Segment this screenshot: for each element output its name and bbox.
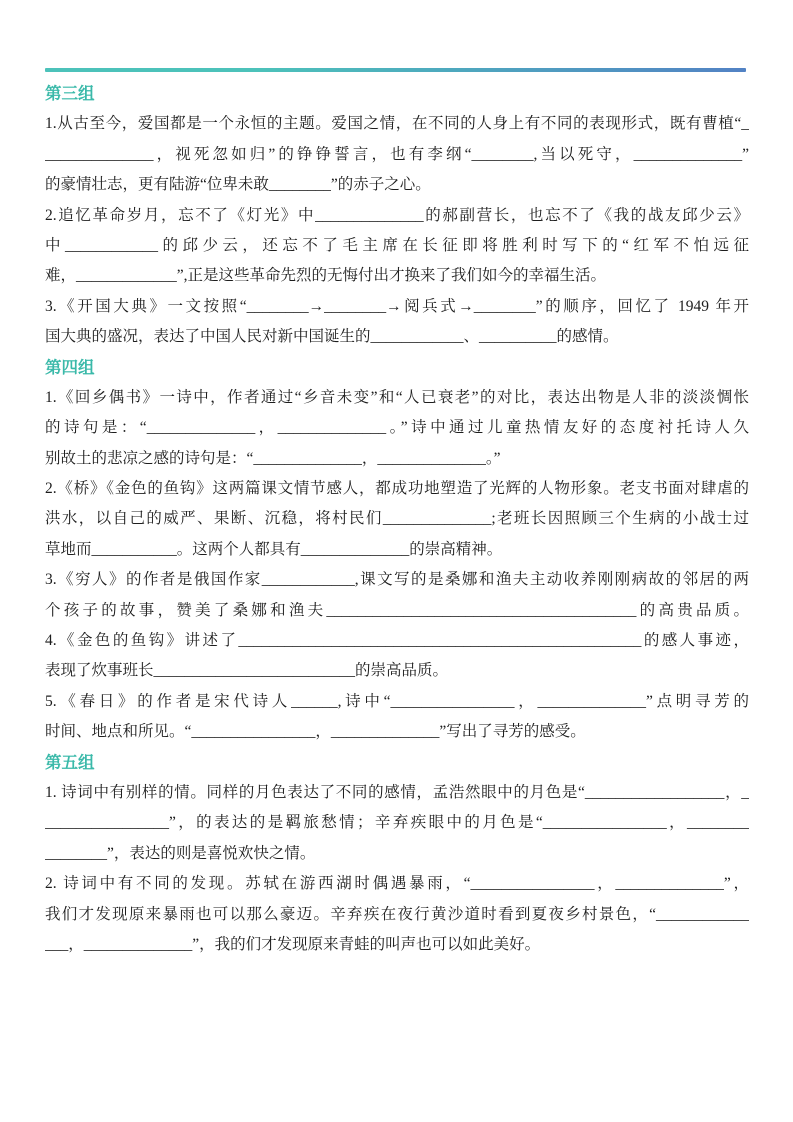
worksheet-content bbox=[45, 79, 749, 960]
text-line: 4.《金色的鱼钩》讲述了____________________________________________________的感人事迹， bbox=[45, 632, 749, 650]
text-line: 我们才发现原来暴雨也可以那么豪迈。辛弃疾在夜行黄沙道时看到夏夜乡村景色，“____________ bbox=[45, 905, 749, 923]
text-line: 洪水，以自己的威严、果断、沉稳，将村民们______________;老班长因照顾三个生病的小战士过 bbox=[45, 510, 749, 528]
text-line: 时间、地点和所见。“________________，______________”写出了寻芳的感受。 bbox=[45, 723, 586, 741]
text-line: ___，______________”，我的们才发现原来青蛙的叫声也可以如此美好。 bbox=[45, 935, 541, 953]
text-line: 个孩子的故事，赞美了桑娜和渔夫________________________________________的高贵品质。 bbox=[45, 601, 749, 619]
group-heading-4: 第四组 bbox=[45, 358, 95, 377]
text-line: 难，_____________”,正是这些革命先烈的无悔付出才换来了我们如今的幸福生活。 bbox=[45, 267, 607, 285]
top-divider-rule bbox=[45, 68, 746, 72]
text-line: 别故土的悲凉之感的诗句是：“______________，______________。” bbox=[45, 449, 501, 467]
text-line: 1.《回乡偶书》一诗中，作者通过“乡音未变”和“人已衰老”的对比，表达出物是人非的淡淡惆怅 bbox=[45, 388, 749, 406]
text-line: 3.《开国大典》一文按照“________→________→阅兵式→________”的顺序，回忆了 1949 年开 bbox=[45, 297, 749, 315]
text-line: 3.《穷人》的作者是俄国作家____________,课文写的是桑娜和渔夫主动收养刚刚病故的邻居的两 bbox=[45, 571, 749, 589]
text-line: 1. 诗词中有别样的情。同样的月色表达了不同的感情，孟浩然眼中的月色是“__________________，_ bbox=[45, 783, 749, 801]
text-line: ________”，表达的则是喜悦欢快之情。 bbox=[45, 844, 316, 862]
text-line: 1.从古至今，爱国都是一个永恒的主题。爱国之情，在不同的人身上有不同的表现形式，既有曹植“_ bbox=[45, 115, 749, 133]
text-line: 草地而___________。这两个人都具有______________的崇高精神。 bbox=[45, 540, 503, 558]
text-line: 2.《桥》《金色的鱼钩》这两篇课文情节感人，都成功地塑造了光辉的人物形象。老支书面对肆虐的 bbox=[45, 480, 749, 498]
group-heading-3: 第三组 bbox=[45, 85, 95, 103]
text-line: 2.追忆革命岁月，忘不了《灯光》中______________的郝副营长，也忘不了《我的战友邱少云》 bbox=[45, 206, 749, 224]
text-line: 中____________的邱少云，还忘不了毛主席在长征即将胜利时写下的“红军不怕远征 bbox=[45, 236, 749, 254]
text-line: 5.《春日》的作者是宋代诗人______,诗中“________________，______________”点明寻芳的 bbox=[45, 692, 749, 710]
text-line: ______________，视死忽如归”的铮铮誓言，也有李纲“________,当以死守，______________” bbox=[45, 145, 749, 163]
group-heading-5: 第五组 bbox=[45, 753, 95, 772]
text-line: 表现了炊事班长__________________________的崇高品质。 bbox=[45, 662, 449, 680]
text-line: 国大典的盛况，表达了中国人民对新中国诞生的____________、__________的感情。 bbox=[45, 328, 619, 346]
text-line: 的诗句是：“______________，______________。”诗中通过儿童热情友好的态度衬托诗人久 bbox=[45, 419, 749, 437]
text-line: 的豪情壮志，更有陆游“位卑未敢________”的赤子之心。 bbox=[45, 176, 431, 194]
text-line: ________________”，的表达的是羁旅愁情；辛弃疾眼中的月色是“________________，________ bbox=[45, 814, 749, 832]
text-line: 2. 诗词中有不同的发现。苏轼在游西湖时偶遇暴雨，“________________，______________”， bbox=[45, 875, 749, 893]
